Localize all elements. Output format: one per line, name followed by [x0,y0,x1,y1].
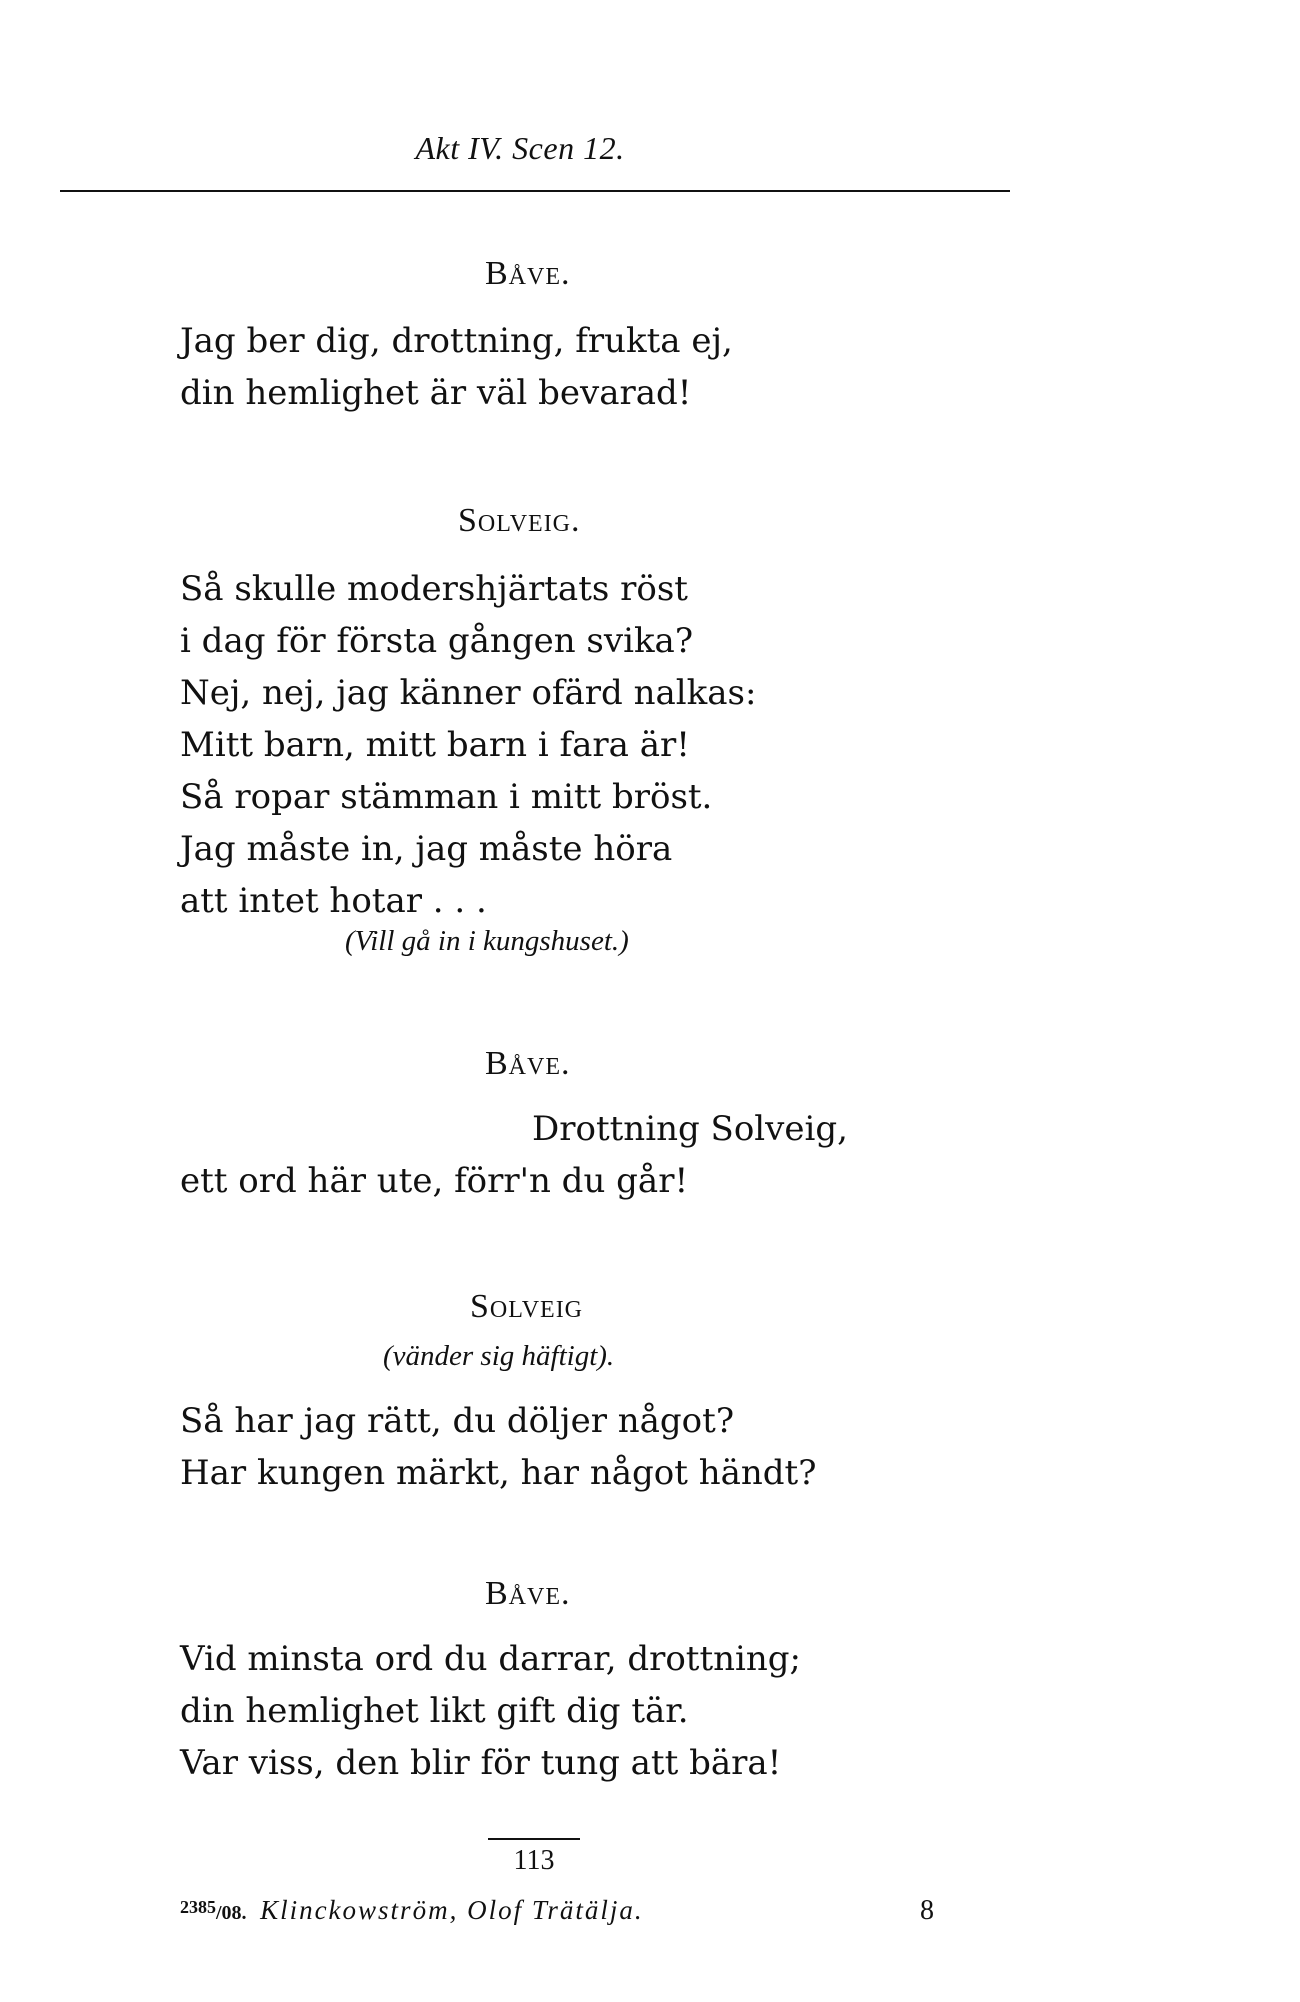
verse-line: ett ord här ute, förr'n du går! [180,1161,689,1201]
verse-line: din hemlighet är väl bevarad! [180,373,692,413]
speaker-heading: Båve. [485,1575,571,1612]
speaker-heading: Solveig [470,1288,584,1325]
verse-line: Så har jag rätt, du döljer något? [180,1401,735,1441]
verse-block [180,563,756,927]
verse-line: din hemlighet likt gift dig tär. [180,1691,689,1731]
verse-line: Drottning Solveig, [532,1109,848,1149]
signature-mark: 8 [920,1895,934,1926]
verse-line: Jag ber dig, drottning, frukta ej, [180,321,733,361]
header-rule [60,190,1010,192]
verse-line: Mitt barn, mitt barn i fara är! [180,725,690,765]
print-code: 2385 [180,1897,216,1917]
speaker-heading: Båve. [485,1045,571,1082]
verse-line: Vid minsta ord du darrar, drottning; [180,1639,802,1679]
verse-line: Jag måste in, jag måste höra [180,829,673,869]
running-head: Akt IV. Scen 12. [415,130,625,166]
verse-line: Så ropar stämman i mitt bröst. [180,777,713,817]
page-number: 113 [513,1845,555,1876]
speaker-heading: Solveig. [458,502,581,539]
verse-line: i dag för första gången svika? [180,621,694,661]
verse-block [180,1633,801,1789]
page-number-rule [488,1838,580,1840]
speaker-heading: Båve. [485,255,571,292]
verse-line: Så skulle modershjärtats röst [180,569,688,609]
stage-direction: (Vill gå in i kungshuset.) [345,925,629,957]
verse-line: Har kungen märkt, har något händt? [180,1453,817,1493]
verse-block [180,1395,816,1499]
verse-block [180,315,733,419]
verse-line: att intet hotar . . . [180,881,487,921]
imprint-line [180,1895,644,1926]
verse-line: Nej, nej, jag känner ofärd nalkas: [180,673,757,713]
verse-line: Var viss, den blir för tung att bära! [180,1743,782,1783]
stage-direction: (vänder sig häftigt). [383,1340,615,1372]
imprint-text: Klinckowström, Olof Trätälja. [260,1895,644,1925]
print-year: /08. [216,1902,247,1924]
